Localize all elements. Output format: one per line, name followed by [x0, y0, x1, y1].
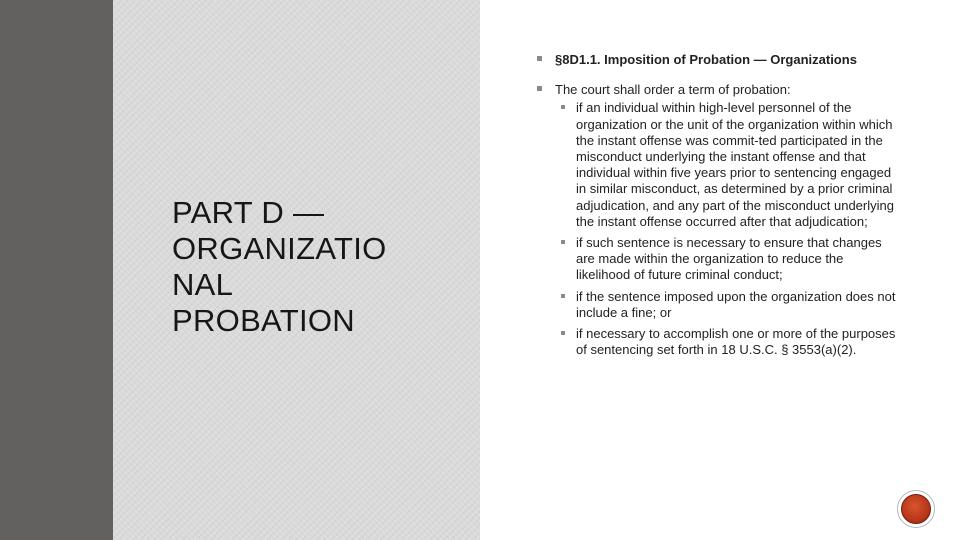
square-bullet-icon [537, 56, 542, 61]
list-item [558, 100, 897, 230]
square-bullet-icon [561, 105, 565, 109]
logo-seal-icon [901, 494, 931, 524]
intro-bullet [537, 82, 897, 98]
square-bullet-icon [561, 294, 565, 298]
square-bullet-icon [561, 240, 565, 244]
list-item [558, 326, 897, 358]
square-bullet-icon [537, 86, 542, 91]
list-item [558, 289, 897, 321]
list-item-text: if an individual within high-level personnel of the organization or the unit of the organization within which the instant offense was commit-ted participated in the misconduct underlying the instant offense and that individual within five years prior to sentencing engaged in similar misconduct, as determined by a prior criminal adjudication, and any part of the misconduct underlying the instant offense occurred after that adjudication; [576, 100, 894, 229]
list-item [558, 235, 897, 284]
condition-list [558, 100, 897, 358]
intro-text: The court shall order a term of probation: [555, 82, 791, 98]
slide-title: PART D — ORGANIZATIO NAL PROBATION [172, 195, 387, 338]
logo-icon [897, 490, 935, 528]
section-heading-bullet [537, 52, 897, 68]
section-heading: §8D1.1. Imposition of Probation — Organizations [555, 52, 857, 67]
list-item-text: if the sentence imposed upon the organization does not include a fine; or [576, 288, 896, 320]
list-item-text: if necessary to accomplish one or more of the purposes of sentencing set forth in 18 U.S.C. § 3553(a)(2). [576, 326, 896, 358]
slide-content [537, 52, 897, 363]
square-bullet-icon [561, 331, 565, 335]
list-item-text: if such sentence is necessary to ensure that changes are made within the organization to reduce the likelihood of future criminal conduct; [576, 235, 882, 283]
left-accent-bar [0, 0, 113, 540]
